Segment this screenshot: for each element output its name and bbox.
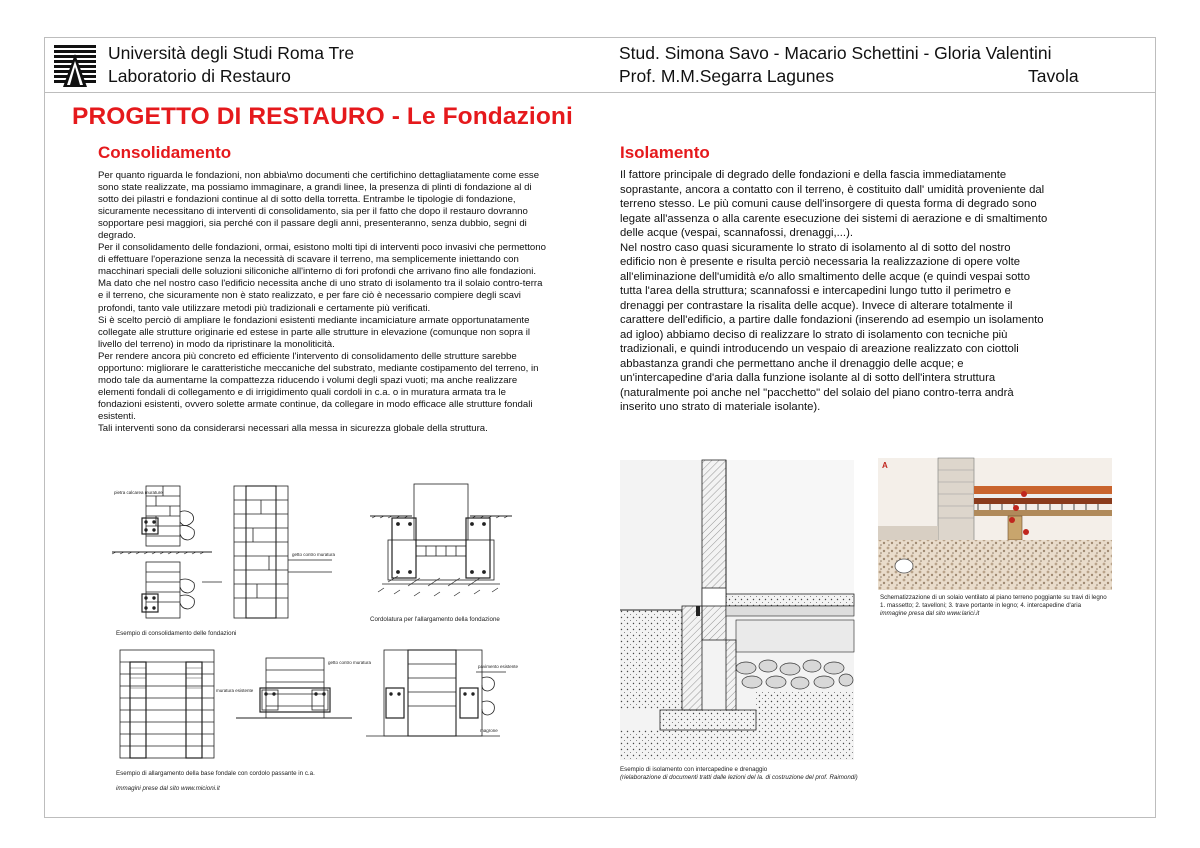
figure-caption: Esempio di isolamento con intercapedine e drenaggio [620,766,768,773]
header-divider [44,92,1156,93]
lab-name: Laboratorio di Restauro [108,66,291,86]
figure-caption: (rielaborazione di documenti tratti dalle lezioni del la. di costruzione del prof. Raimondi) [620,774,858,781]
tavola-label: Tavola [1028,66,1079,86]
professor-line: Prof. M.M.Segarra Lagunes [619,66,834,86]
paragraph: Per quanto riguarda le fondazioni, non abbia\mo documenti che certifichino dettagliatamente come esse sono state realizzate, ma possiamo immaginare, a grandi linee, la presenza di plinti di fondazione al di sotto dei pilastri e fondazioni continue al di sotto della torretta. Entrambe le tipologie di fondazione, sicuramente necessitano di interventi di consolidamento, sia per il fatto che dopo il restauro dovranno sopportare pesi maggiori, sia perché con il passare degli anni, presenteranno, senza dubbio, segni di degrado. [98,170,540,242]
curb-widening-drawing [368,482,514,610]
university-logo [52,43,98,89]
university-name: Università degli Studi Roma Tre [108,43,355,63]
image-source: immagini prese dal sito www.micioni.it [116,785,220,792]
fig-label: pietra calcarea murature [114,490,163,495]
ventilated-floor-drawing [878,458,1112,590]
figure-letter: A [882,461,888,470]
foundation-widening-drawing [116,648,519,760]
fig-label: muratura esistente [216,688,254,693]
paragraph: Il fattore principale di degrado delle fondazioni e della fascia immediatamente soprastante, ancora a contatto con il terreno, è costituito dall' umidità proveniente dal terreno stesso. Le più comuni cause dell'insorgere di questa forma di degrado sono legate all'assenza o alla carente esecuzione dei sistemi di aerazione e di smaltimento delle acque (vespai, scannafossi, drenaggi,...). [620,169,1048,239]
drainage-cavity-drawing [620,460,854,760]
paragraph: Si è scelto perciò di ampliare le fondazioni esistenti mediante incamiciature armate opportunatamente collegate alle strutture originarie ed estese in parte alle strutture in elevazione (comunque non sopra il livello del terreno) in modo da ripristinare la monoliticità. [98,314,530,350]
consolidamento-text [98,170,546,435]
consolidation-drawing [112,482,334,624]
fig-label: getto contro muratura [292,552,336,557]
fig-label: magrone [480,728,498,733]
paragraph: Tali interventi sono da considerarsi necessari alla messa in sicurezza globale della struttura. [98,422,488,434]
fig-label: getto contro muratura [328,660,372,665]
fig-label: pavimento esistente [478,664,519,669]
page-title: PROGETTO DI RESTAURO - Le Fondazioni [72,103,573,130]
figure-caption: 1. massetto; 2. tavelloni; 3. trave portante in legno; 4. intercapedine d'aria [880,602,1082,609]
figure-caption: Cordolatura per l'allargamento della fondazione [370,616,500,623]
students-line: Stud. Simona Savo - Macario Schettini - Gloria Valentini [619,43,1052,63]
consolidamento-heading: Consolidamento [98,143,232,162]
figure-caption: Esempio di allargamento della base fondale con cordolo passante in c.a. [116,770,315,777]
figure-caption: Schematizzazione di un solaio ventilato al piano terreno poggiante su travi di legno [880,594,1107,601]
isolamento-text [620,168,1048,415]
image-source: immagine presa dal sito www.larici.it [880,610,980,617]
paragraph: Per rendere ancora più concreto ed efficiente l'intervento di consolidamento delle strutture sarebbe opportuno: migliorare le caratteristiche meccaniche del substrato, mediante costipamento del terreno, in modo tale da aumentarne la compattezza riducendo i volumi degli spazi vuoti; ma anche realizzare elementi fondali di collegamento e di irrigidimento quali cordoli in c.a. o in muratura armata tra le fondazioni esistenti, ovvero solette armate continue, da collegare in modo efficace alle strutture fondali esistenti. [98,350,539,422]
paragraph: Per il consolidamento delle fondazioni, ormai, esistono molti tipi di interventi poco invasivi che permettono di effettuare l'operazione senza la necessità di scavare il terreno, ma semplicemente iniettando con macchinari speciali delle soluzioni siliconiche all'interno di fori profondi che arrivano fino alle fondazioni. Ma dato che nel nostro caso l'edificio necessita anche di uno strato di isolamento tra il solaio contro-terra e il terreno, che sicuramente non è stato realizzato, e per fare ciò è necessario compiere degli scavi profondi, tanto vale utilizzare metodi più tradizionali e certamente più verificati. [98,242,546,314]
isolamento-heading: Isolamento [620,143,710,162]
figure-caption: Esempio di consolidamento delle fondazioni [116,630,237,637]
paragraph: Nel nostro caso quasi sicuramente lo strato di isolamento al di sotto del nostro edificio non è presente e risulta perciò necessaria la realizzazione di opere volte all'eliminazione dell'umidità e/o allo smaltimento delle acque (e quindi vespai sotto tutta l'area della struttura; scannafossi e intercapedini lungo tutto il perimetro e drenaggi per contrastare la risalita delle acque). Invece di alterare totalmente il carattere dell'edificio, a partire dalle fondazioni (inserendo ad esempio un isolamento ad igloo) abbiamo deciso di realizzare lo strato di isolamento con tecniche più tradizionali, e quindi introducendo un vespaio di areazione realizzato con ciottoli abbastanza grandi che permettano anche il drenaggio delle acque; e un'intercapedine d'aria dalla funzione isolante al di sotto dell'intera struttura (naturalmente poi anche nel "pacchetto" del solaio del piano contro-terra andrà inserito uno strato di materiale isolante). [620,241,1044,413]
